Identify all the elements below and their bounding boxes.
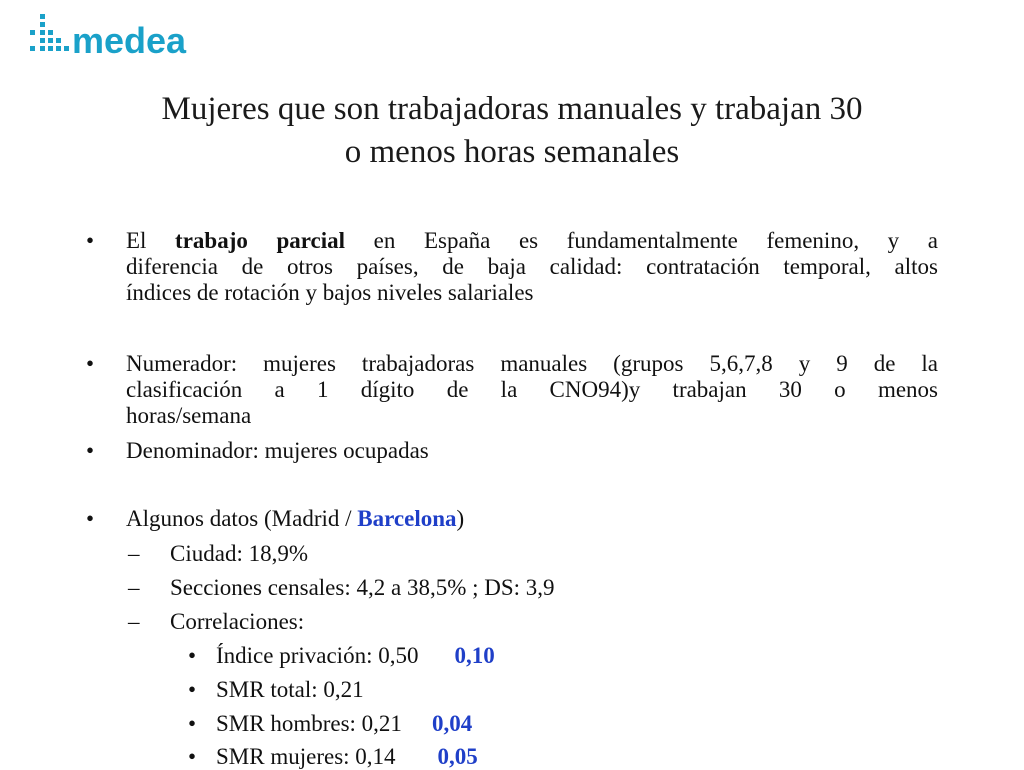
bullet-1-line-2: diferencia de otros países, de baja calidad: contratación temporal, altos: [126, 254, 938, 279]
correlation-barcelona-value: 0,10: [454, 643, 495, 668]
bullet-marker: •: [188, 677, 197, 702]
correlation-text: [216, 677, 364, 703]
bullet-4-suffix: ): [456, 506, 465, 531]
correlation-barcelona-value: 0,04: [431, 711, 473, 736]
correlation-label: SMR mujeres: 0,14: [216, 744, 396, 769]
bullet-marker: •: [86, 438, 95, 463]
correlation-barcelona-value: 0,05: [437, 744, 478, 769]
correlation-text: [216, 643, 495, 669]
bullet-text: [126, 351, 938, 429]
correlation-text: [216, 744, 478, 770]
bullet-1-prefix: El: [126, 228, 176, 253]
barcelona-label: Barcelona: [357, 506, 457, 531]
sub-item-text: Correlaciones:: [170, 609, 305, 634]
dash-marker: –: [128, 609, 140, 634]
correlation-label: Índice privación: 0,50: [216, 643, 419, 668]
bullet-marker: •: [86, 228, 95, 253]
bullet-marker: •: [188, 711, 197, 736]
bullet-1-rest: en España es fundamentalmente femenino, y a: [345, 228, 938, 253]
bullet-marker: •: [188, 744, 197, 769]
bullet-marker: •: [86, 351, 95, 376]
bullet-marker: •: [86, 506, 95, 531]
bullet-4-prefix: Algunos datos (Madrid /: [126, 506, 358, 531]
bullet-text: [126, 228, 938, 306]
dash-marker: –: [128, 575, 140, 600]
bullet-1-line-3: índices de rotación y bajos niveles salariales: [126, 280, 534, 305]
bullet-2-line-2: clasificación a 1 dígito de la CNO94)y trabajan 30 o menos: [126, 377, 938, 402]
sub-item-text: Secciones censales: 4,2 a 38,5% ; DS: 3,9: [170, 575, 555, 600]
dash-marker: –: [128, 541, 140, 566]
correlation-label: SMR total: 0,21: [216, 677, 364, 702]
bullet-1-bold: trabajo parcial: [175, 228, 346, 253]
sub-item-text: Ciudad: 18,9%: [170, 541, 308, 566]
title-line-2: o menos horas semanales: [344, 134, 680, 170]
correlation-label: SMR hombres: 0,21: [216, 711, 402, 736]
bullet-4-text: [126, 506, 938, 532]
bullet-3-text: Denominador: mujeres ocupadas: [126, 438, 429, 463]
bullet-2-line-3: horas/semana: [126, 403, 252, 428]
bullet-2-line-1: Numerador: mujeres trabajadoras manuales (grupos 5,6,7,8 y 9 de la: [126, 351, 938, 376]
logo-text: medea: [72, 20, 187, 61]
title-line-1: Mujeres que son trabajadoras manuales y trabajan 30: [161, 91, 863, 127]
bullet-marker: •: [188, 643, 197, 668]
correlation-text: [216, 711, 472, 737]
